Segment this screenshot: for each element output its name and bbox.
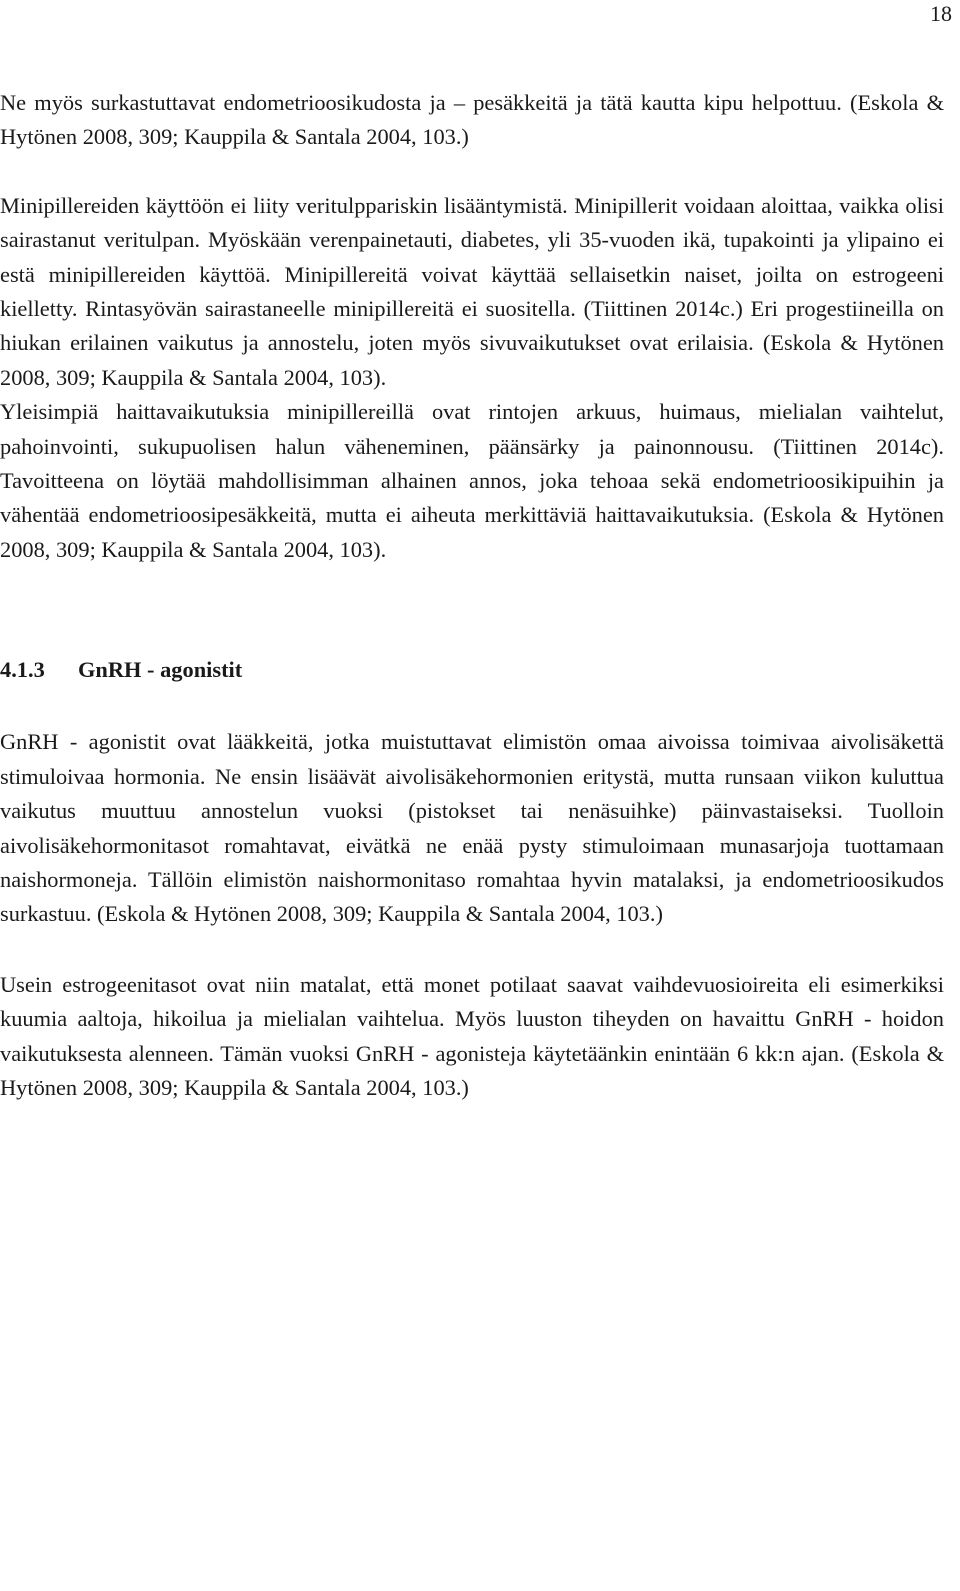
section-heading — [0, 653, 944, 687]
paragraph-3: Yleisimpiä haittavaikutuksia minipillereillä ovat rintojen arkuus, huimaus, mielialan vaihtelut, pahoinvointi, sukupuolisen halun väheneminen, päänsärky ja painonnousu. (Tiittinen 2014c). Tavoitteena on löytää mahdollisimman alhainen annos, joka tehoaa sekä endometrioosikipuihin ja vähentää endometrioosipesäkkeitä, mutta ei aiheuta merkittäviä haittavaikutuksia. (Eskola & Hytönen 2008, 309; Kauppila & Santala 2004, 103). — [0, 399, 944, 562]
section-number: 4.1.3 — [0, 657, 45, 683]
paragraph-2: Minipillereiden käyttöön ei liity veritulppariskin lisääntymistä. Minipillerit voidaan aloittaa, vaikka olisi sairastanut veritulpan. Myöskään verenpainetauti, diabetes, yli 35-vuoden ikä, tupakointi ja ylipaino ei estä minipillereiden käyttöä. Minipillereitä voivat käyttää sellaisetkin naiset, joilta on estrogeeni kielletty. Rintasyövän sairastaneelle minipillereitä ei suositella. (Tiittinen 2014c.) Eri progestiineilla on hiukan erilainen vaikutus ja annostelu, joten myös sivuvaikutukset ovat erilaisia. (Eskola & Hytönen 2008, 309; Kauppila & Santala 2004, 103). — [0, 192, 944, 390]
document-body — [0, 86, 944, 1105]
paragraph-5: Usein estrogeenitasot ovat niin matalat, että monet potilaat saavat vaihdevuosioireita eli esimerkiksi kuumia aaltoja, hikoilua ja mielialan vaihtelua. Myös luuston tiheyden on havaittu GnRH - hoidon vaikutuksesta alenneen. Tämän vuoksi GnRH - agonisteja käytetäänkin enintään 6 kk:n ajan. (Eskola & Hytönen 2008, 309; Kauppila & Santala 2004, 103.) — [0, 971, 944, 1100]
page-number: 18 — [930, 1, 952, 26]
section-title: GnRH - agonistit — [78, 657, 243, 683]
paragraph-1: Ne myös surkastuttavat endometrioosikudosta ja – pesäkkeitä ja tätä kautta kipu helpottuu. (Eskola & Hytönen 2008, 309; Kauppila & Santala 2004, 103.) — [0, 90, 944, 150]
paragraph-4: GnRH - agonistit ovat lääkkeitä, jotka muistuttavat elimistön omaa aivoissa toimivaa aivolisäkettä stimuloivaa hormonia. Ne ensin lisäävät aivolisäkehormonien eritystä, mutta runsaan viikon kuluttua vaikutus muuttuu annostelun vuoksi (pistokset tai nenäsuihke) päinvastaiseksi. Tuolloin aivolisäkehormonitasot romahtavat, eivätkä ne enää pysty stimuloimaan munasarjoja tuottamaan naishormoneja. Tällöin elimistön naishormonitaso romahtaa hyvin matalaksi, ja endometrioosikudos surkastuu. (Eskola & Hytönen 2008, 309; Kauppila & Santala 2004, 103.) — [0, 729, 944, 927]
